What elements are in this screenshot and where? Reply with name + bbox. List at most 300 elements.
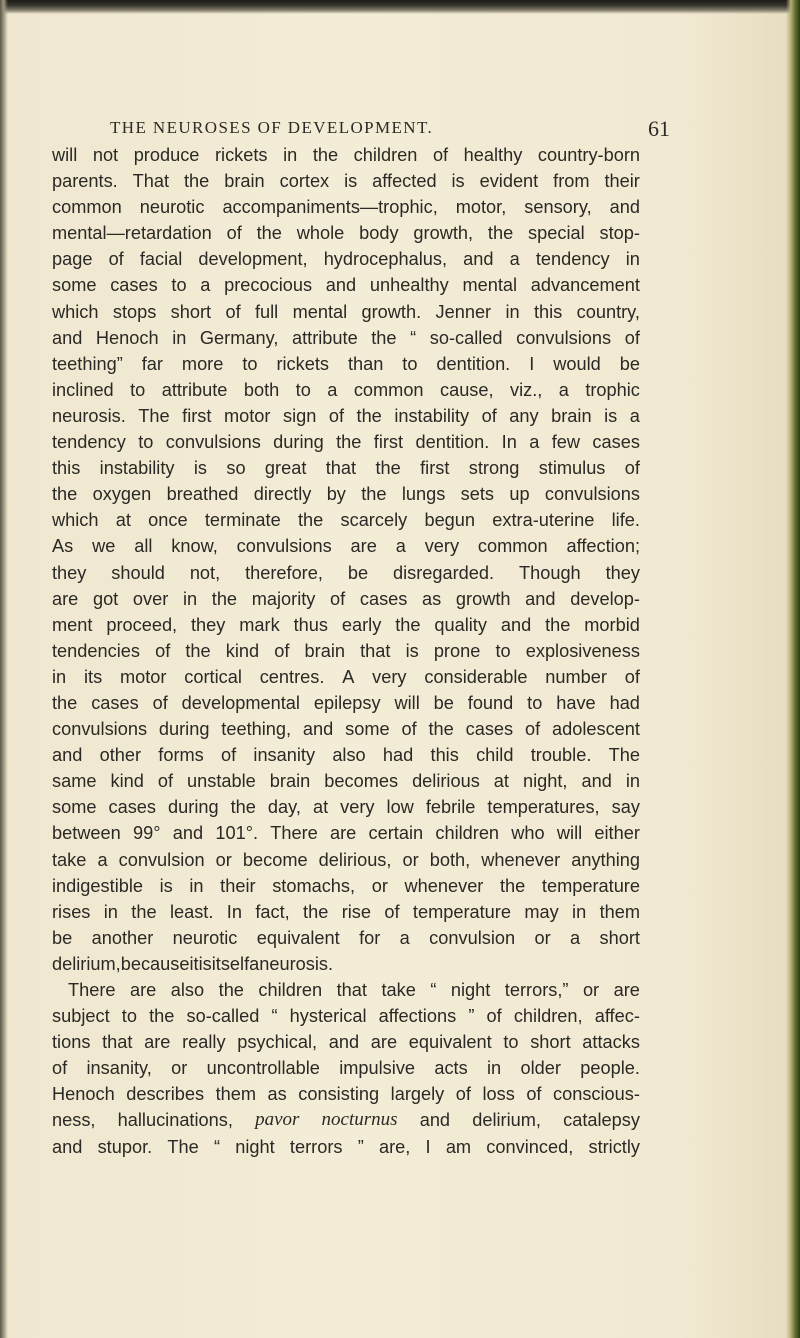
text-line: [52, 272, 640, 298]
word: cause,: [439, 379, 494, 400]
word: thus: [293, 614, 328, 635]
word: terrors: [289, 1136, 343, 1157]
word: its: [83, 666, 103, 687]
word: to: [295, 379, 311, 400]
word: low: [386, 797, 414, 818]
word: ”: [357, 1136, 364, 1157]
word: night: [450, 980, 491, 1000]
word: The: [608, 745, 640, 766]
word: which: [52, 301, 99, 322]
word: hallucinations,: [117, 1110, 233, 1131]
word: I: [425, 1136, 431, 1157]
word: may: [524, 901, 559, 922]
text-line: [52, 481, 640, 507]
word: cases: [465, 719, 514, 740]
word: had: [382, 745, 414, 766]
word: say: [611, 797, 640, 818]
text-line: [52, 533, 640, 559]
word: to: [495, 640, 511, 661]
word: a: [570, 927, 581, 948]
word: great: [264, 458, 307, 479]
word: other: [99, 745, 142, 766]
word: terrors,”: [504, 980, 569, 1000]
word: whole: [296, 223, 345, 244]
word: the: [52, 692, 78, 713]
word: mental: [462, 275, 518, 296]
word: temperature: [412, 901, 511, 922]
text-line: [52, 899, 640, 925]
word: Germany,: [199, 327, 279, 348]
word: “: [430, 980, 437, 1000]
word: take: [52, 849, 87, 870]
word: of: [225, 301, 241, 322]
word: the: [218, 980, 244, 1000]
word: in: [189, 875, 204, 896]
word: of: [157, 771, 174, 792]
word: acts: [434, 1058, 468, 1079]
word: and: [328, 1032, 360, 1053]
word: delirious,: [318, 849, 392, 870]
word: early: [341, 614, 382, 635]
word: affec-: [594, 1006, 640, 1027]
word: some: [52, 797, 97, 818]
word: neurotic: [139, 197, 205, 218]
word: and: [52, 1136, 83, 1157]
word: extra-uterine: [492, 510, 595, 531]
word: the: [336, 432, 362, 453]
word: attacks: [582, 1032, 640, 1053]
word: rickets: [214, 145, 268, 165]
word: a: [629, 405, 640, 426]
word: facial: [139, 249, 183, 270]
word: of: [481, 405, 497, 426]
word: short: [530, 1032, 571, 1053]
word: during: [273, 432, 324, 453]
word: of: [274, 640, 290, 661]
word: to: [242, 353, 258, 374]
word: evident: [479, 171, 539, 192]
word: convulsion: [118, 849, 205, 870]
word: both: [243, 379, 280, 400]
word: forms: [158, 745, 204, 766]
word: of: [152, 692, 168, 713]
word: sensory,: [524, 197, 592, 218]
word: a: [399, 927, 410, 948]
word: equivalent: [408, 1032, 492, 1053]
word: which: [52, 510, 99, 531]
word: hysterical: [289, 1006, 367, 1027]
text-line: [52, 664, 640, 690]
word: very: [424, 536, 460, 557]
word: fact,: [255, 901, 290, 922]
word: any: [509, 405, 539, 426]
text-line: [52, 1081, 640, 1107]
scan-top-edge: [0, 0, 800, 14]
word: same: [52, 771, 97, 792]
word: this: [52, 458, 81, 479]
text-line: [52, 560, 640, 586]
word: and: [419, 1110, 451, 1131]
word: brain: [224, 171, 265, 192]
word: There: [270, 823, 318, 844]
word: because: [120, 953, 190, 974]
word: pavor: [255, 1109, 300, 1131]
word: motor: [119, 666, 167, 687]
text-line: [52, 1003, 640, 1029]
word: neurosis.: [259, 953, 334, 974]
word: in: [572, 901, 587, 922]
word: a: [249, 953, 260, 974]
word: in: [172, 327, 187, 348]
word: Henoch: [95, 327, 159, 348]
word: of: [524, 719, 541, 740]
word: adolescent: [551, 719, 640, 740]
word: people.: [580, 1058, 640, 1079]
word: of: [486, 1006, 502, 1027]
word: are: [350, 536, 377, 557]
word: first: [373, 432, 404, 453]
word: short: [170, 301, 212, 322]
word: temperatures,: [487, 797, 600, 818]
text-line: [52, 194, 640, 220]
word: subject: [52, 1006, 110, 1027]
word: the: [211, 588, 238, 609]
word: to: [121, 1006, 137, 1027]
word: temperature: [541, 875, 640, 896]
word: of: [155, 640, 171, 661]
word: stops: [112, 301, 157, 322]
word: itself: [211, 953, 250, 974]
word: I: [529, 353, 535, 374]
word: convulsions: [236, 536, 332, 557]
word: become: [242, 849, 308, 870]
word: once: [148, 510, 188, 531]
word: mental: [292, 301, 348, 322]
word: children: [258, 980, 323, 1000]
word: or: [582, 980, 600, 1000]
word: up: [509, 484, 530, 505]
text-line: [52, 820, 640, 846]
word: is: [159, 875, 173, 896]
word: stomachs,: [272, 875, 356, 896]
word: least.: [169, 901, 214, 922]
word: of: [432, 145, 449, 165]
word: affection;: [566, 536, 640, 557]
word: of: [624, 327, 640, 348]
word: to: [130, 379, 146, 400]
word: to: [402, 353, 418, 374]
word: The: [138, 405, 170, 426]
text-line: [52, 1055, 640, 1081]
word: children: [353, 145, 418, 165]
word: the: [256, 223, 282, 244]
word: In: [501, 432, 517, 453]
word: advancement: [530, 275, 640, 296]
word: impulsive: [339, 1058, 416, 1079]
word: at: [493, 771, 509, 792]
word: The: [167, 1136, 199, 1157]
word: at: [312, 797, 329, 818]
word: and: [525, 588, 556, 609]
word: is: [604, 405, 618, 426]
word: body: [359, 223, 399, 244]
word: convulsions: [544, 484, 640, 505]
word: either: [594, 823, 640, 844]
word: during: [168, 797, 219, 818]
word: psychical,: [237, 1032, 318, 1053]
word: febrile: [425, 797, 476, 818]
word: who: [511, 823, 545, 844]
word: very: [340, 797, 375, 818]
word: at: [115, 510, 131, 531]
word: of: [108, 249, 124, 270]
word: they: [191, 614, 226, 635]
word: neurosis.: [52, 405, 126, 426]
word: Though: [518, 562, 581, 583]
word: or: [402, 849, 419, 870]
word: this: [430, 745, 459, 766]
word: older: [520, 1058, 561, 1079]
word: over: [132, 588, 169, 609]
word: tendency: [535, 249, 610, 270]
text-line: [52, 742, 640, 768]
word: sets: [460, 484, 495, 505]
word: attribute: [291, 327, 358, 348]
word: so: [226, 458, 246, 479]
text-line: [52, 351, 640, 377]
word: hydrocephalus,: [323, 249, 448, 270]
word: common: [477, 536, 548, 557]
word: viz.,: [510, 379, 543, 400]
word: the: [487, 223, 514, 244]
page-number: 61: [648, 116, 670, 141]
text-line: [52, 847, 640, 873]
word: As: [52, 536, 74, 557]
text-line: [52, 768, 640, 794]
word: produce: [133, 145, 200, 165]
text-line: [52, 925, 640, 951]
word: A: [342, 666, 355, 687]
word: kind: [225, 640, 260, 661]
word: cortical: [184, 666, 242, 687]
word: will: [556, 823, 583, 844]
word: indigestible: [52, 875, 143, 896]
text-line: [52, 220, 640, 246]
word: and: [500, 614, 532, 635]
word: breathed: [166, 484, 239, 505]
word: we: [92, 536, 116, 557]
word: inclined: [52, 379, 114, 400]
word: first: [182, 405, 212, 426]
word: are,: [378, 1136, 411, 1157]
running-head: THE NEUROSES OF DEVELOPMENT.: [110, 118, 434, 137]
word: that: [360, 640, 391, 661]
word: as: [422, 588, 442, 609]
word: country-born: [537, 145, 640, 165]
word: and: [302, 719, 334, 740]
word: the: [500, 875, 526, 896]
word: and: [52, 327, 83, 348]
word: a: [327, 379, 338, 400]
word: or: [534, 927, 551, 948]
word: the: [184, 171, 210, 192]
word: is: [193, 458, 207, 479]
word: accompaniments—trophic,: [222, 197, 438, 218]
word: oxygen: [92, 484, 152, 505]
word: ment: [52, 614, 93, 635]
word: Henoch: [52, 1084, 115, 1105]
word: the: [545, 614, 571, 635]
word: short: [599, 927, 640, 948]
word: loss: [482, 1084, 515, 1105]
word: very: [372, 666, 407, 687]
word: catalepsy: [563, 1110, 640, 1131]
word: and: [581, 771, 612, 792]
word: considerable: [424, 666, 528, 687]
word: rises: [52, 901, 91, 922]
word: both,: [429, 849, 471, 870]
word: of: [624, 666, 640, 687]
word: night,: [522, 771, 568, 792]
word: few: [551, 432, 581, 453]
word: kind: [110, 771, 144, 792]
word: a: [200, 275, 211, 296]
text-line: [52, 299, 640, 325]
word: have: [556, 692, 596, 713]
word: is: [198, 953, 212, 974]
word: will: [52, 145, 78, 165]
word: motor,: [455, 197, 507, 218]
word: tendency: [52, 432, 126, 453]
word: is: [405, 640, 419, 661]
word: in: [625, 771, 640, 792]
text-line: [52, 716, 640, 742]
word: take: [381, 980, 416, 1000]
word: in: [625, 249, 640, 270]
word: of: [384, 901, 400, 922]
word: healthy: [463, 145, 523, 165]
word: the: [375, 458, 401, 479]
text-line: [52, 638, 640, 664]
word: for: [359, 927, 381, 948]
word: uncontrollable: [206, 1058, 320, 1079]
word: life.: [611, 510, 640, 531]
word: are: [144, 1032, 171, 1053]
word: therefore,: [245, 562, 323, 583]
word: that: [325, 458, 357, 479]
word: child: [476, 745, 514, 766]
word: am: [445, 1136, 472, 1157]
word: convulsions: [516, 327, 612, 348]
word: certain: [368, 823, 424, 844]
scan-left-shadow: [0, 0, 8, 1338]
word: morbid: [584, 614, 640, 635]
word: strong: [468, 458, 520, 479]
word: trouble.: [530, 745, 592, 766]
word: and: [325, 275, 357, 296]
page-header: [110, 116, 670, 142]
word: know,: [171, 536, 218, 557]
text-line: [52, 246, 640, 272]
word: their: [604, 171, 640, 192]
word: in: [505, 301, 520, 322]
word: be: [619, 353, 640, 374]
word: majority: [251, 588, 316, 609]
text-line: [52, 1029, 640, 1055]
word: proceed,: [106, 614, 178, 635]
word: not,: [189, 562, 221, 583]
text-line: [52, 429, 640, 455]
word: of: [455, 1084, 471, 1105]
word: and: [52, 745, 83, 766]
word: brain: [269, 771, 311, 792]
word: the: [131, 901, 157, 922]
text-line: [52, 612, 640, 638]
word: special: [528, 223, 585, 244]
word: attribute: [161, 379, 228, 400]
word: common: [52, 197, 122, 218]
word: becomes: [324, 771, 399, 792]
word: brain: [551, 405, 592, 426]
word: a: [509, 249, 520, 270]
word: between: [52, 823, 121, 844]
word: are: [370, 1032, 398, 1053]
word: so-called: [429, 327, 503, 348]
word: to: [171, 275, 187, 296]
word: a: [529, 432, 540, 453]
word: insanity: [253, 745, 316, 766]
text-line: [52, 455, 640, 481]
word: prone: [433, 640, 481, 661]
word: tendencies: [52, 640, 140, 661]
word: of: [330, 588, 346, 609]
word: affections: [378, 1006, 457, 1027]
word: of: [221, 745, 237, 766]
text-line: [52, 403, 640, 429]
word: common: [353, 379, 424, 400]
word: of: [526, 1084, 542, 1105]
word: also: [332, 745, 366, 766]
word: unhealthy: [369, 275, 449, 296]
word: affected: [372, 171, 437, 192]
word: to: [138, 432, 154, 453]
body-text: [52, 142, 640, 1160]
word: centres.: [259, 666, 325, 687]
word: be: [347, 562, 369, 583]
word: or: [371, 875, 388, 896]
text-line: [52, 873, 640, 899]
word: or: [215, 849, 232, 870]
word: There: [68, 980, 116, 1000]
word: convinced,: [486, 1136, 574, 1157]
word: the: [185, 640, 211, 661]
word: are: [330, 823, 357, 844]
word: the: [149, 1006, 175, 1027]
word: some: [345, 719, 390, 740]
word: of: [226, 223, 242, 244]
word: neurotic: [172, 927, 238, 948]
word: cases: [91, 692, 139, 713]
text-line: [52, 1134, 640, 1160]
word: they: [52, 562, 87, 583]
word: far: [141, 353, 163, 374]
word: that: [102, 1032, 133, 1053]
text-line: [52, 586, 640, 612]
word: children: [435, 823, 500, 844]
word: growth.: [361, 301, 422, 322]
word: terminate: [204, 510, 281, 531]
word: rise: [341, 901, 372, 922]
